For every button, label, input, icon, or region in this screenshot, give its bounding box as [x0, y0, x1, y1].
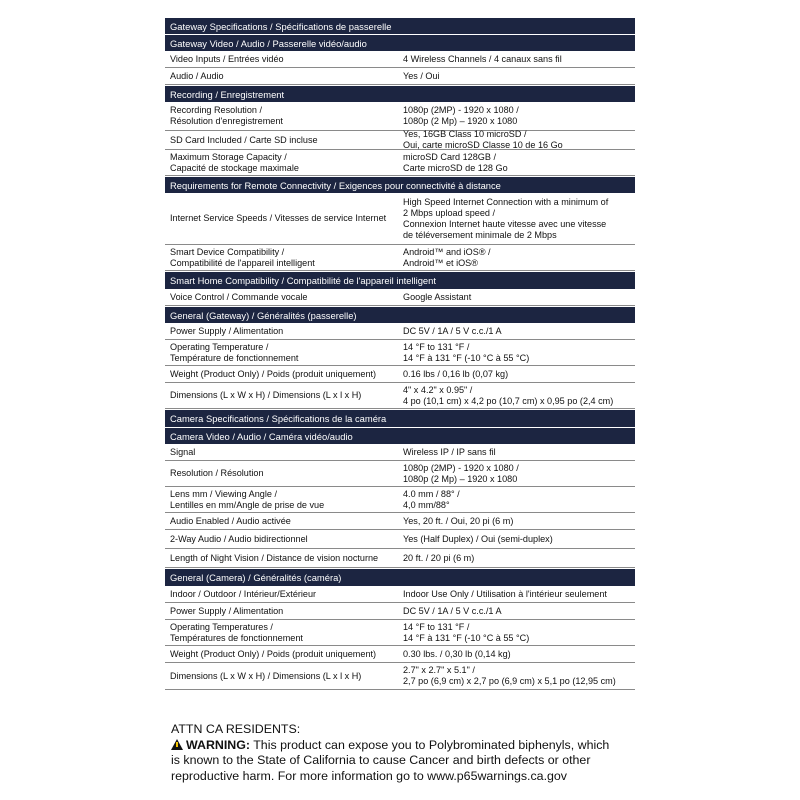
spec-value	[397, 152, 635, 174]
spec-value-line: 4 Wireless Channels / 4 canaux sans fil	[403, 53, 562, 64]
spec-label	[165, 390, 397, 401]
spec-value-line: 14 °F à 131 °F (-10 °C à 55 °C)	[403, 632, 530, 643]
spec-label	[165, 369, 397, 380]
spec-label	[165, 489, 397, 511]
spec-label-line: Dimensions (L x W x H) / Dimensions (L x l x H)	[170, 670, 362, 681]
spec-value-line: 1080p (2 Mp) – 1920 x 1080	[403, 116, 518, 126]
notice-line-3: reproductive harm. For more information go to www.p65warnings.ca.gov	[171, 768, 567, 783]
spec-value	[397, 649, 635, 660]
spec-value	[397, 665, 635, 687]
spec-value-line: 20 ft. / 20 pi (6 m)	[403, 552, 475, 563]
spec-value	[397, 489, 635, 511]
spec-label-line: Signal	[170, 446, 196, 457]
spec-value-line: 1080p (2MP) - 1920 x 1080 /	[403, 462, 519, 473]
spec-label	[165, 516, 397, 527]
spec-value-line: Yes, 20 ft. / Oui, 20 pi (6 m)	[403, 515, 514, 526]
spec-label-line: Power Supply / Alimentation	[170, 605, 284, 616]
warning-triangle-icon	[171, 739, 183, 750]
spec-label	[165, 622, 397, 644]
spec-row	[165, 513, 635, 530]
section-header: Recording / Enregistrement	[165, 85, 635, 102]
spec-label-line: Length of Night Vision / Distance de vision nocturne	[170, 552, 379, 563]
spec-label	[165, 534, 397, 545]
spec-row	[165, 51, 635, 68]
spec-label-line: Weight (Product Only) / Poids (produit uniquement)	[170, 368, 377, 379]
spec-value-line: Wireless IP / IP sans fil	[403, 446, 496, 457]
spec-label	[165, 213, 397, 224]
spec-label-line: Voice Control / Commande vocale	[170, 291, 308, 302]
spec-row	[165, 549, 635, 568]
section-header: General (Gateway) / Généralités (passerelle)	[165, 306, 635, 323]
spec-label	[165, 326, 397, 337]
spec-label-line: Lens mm / Viewing Angle /	[170, 488, 277, 499]
spec-row	[165, 289, 635, 306]
spec-value-line: 2.7" x 2.7" x 5.1" /	[403, 665, 475, 675]
spec-row	[165, 68, 635, 85]
spec-label-line: Power Supply / Alimentation	[170, 325, 284, 336]
ca-warning-notice	[171, 722, 631, 784]
spec-row	[165, 131, 635, 150]
notice-line-1	[171, 738, 631, 754]
spec-label	[165, 606, 397, 617]
spec-value-line: 0.16 lbs / 0,16 lb (0,07 kg)	[403, 368, 509, 379]
spec-row	[165, 663, 635, 690]
spec-label-line: Recording Resolution /	[170, 105, 262, 115]
spec-row	[165, 340, 635, 366]
spec-value-line: 2,7 po (6,9 cm) x 2,7 po (6,9 cm) x 5,1 po (12,95 cm)	[403, 676, 616, 686]
spec-value-line: Google Assistant	[403, 291, 472, 302]
spec-label	[165, 54, 397, 65]
spec-value	[397, 197, 635, 241]
spec-label-line: Resolution / Résolution	[170, 468, 264, 478]
spec-label-line: Maximum Storage Capacity /	[170, 151, 287, 162]
spec-value-line: 14 °F to 131 °F /	[403, 341, 470, 352]
spec-label-line: Compatibilité de l'appareil intelligent	[170, 257, 315, 268]
spec-value	[397, 463, 635, 485]
spec-value-line: 4" x 4.2" x 0.95" /	[403, 384, 473, 395]
spec-row	[165, 245, 635, 271]
section-header: Gateway Video / Audio / Passerelle vidéo/audio	[165, 34, 635, 51]
spec-row	[165, 603, 635, 620]
spec-label-line: 2-Way Audio / Audio bidirectionnel	[170, 533, 308, 544]
spec-row	[165, 150, 635, 176]
spec-row	[165, 383, 635, 409]
spec-value-line: Indoor Use Only / Utilisation à l'intérieur seulement	[403, 588, 607, 599]
spec-label	[165, 152, 397, 174]
spec-label-line: Dimensions (L x W x H) / Dimensions (L x l x H)	[170, 390, 362, 400]
spec-row	[165, 461, 635, 487]
spec-label-line: SD Card Included / Carte SD incluse	[170, 134, 318, 145]
notice-text-1: This product can expose you to Polybrominated biphenyls, which	[253, 737, 610, 752]
spec-value-line: 4,0 mm/88°	[403, 499, 450, 510]
warning-label: WARNING:	[186, 737, 251, 752]
spec-value	[397, 326, 635, 337]
spec-table	[165, 17, 635, 690]
spec-value-line: microSD Card 128GB /	[403, 151, 496, 162]
spec-value	[397, 292, 635, 303]
spec-label-line: Video Inputs / Entrées vidéo	[170, 53, 284, 64]
spec-value-line: Yes, 16GB Class 10 microSD /	[403, 129, 527, 139]
spec-value	[397, 247, 635, 269]
spec-value-line: DC 5V / 1A / 5 V c.c./1 A	[403, 325, 502, 336]
spec-value-line: 2 Mbps upload speed /	[403, 207, 496, 218]
spec-label-line: Operating Temperatures /	[170, 621, 273, 632]
spec-label	[165, 105, 397, 127]
spec-label-line: Operating Temperature /	[170, 341, 269, 352]
spec-row	[165, 102, 635, 131]
spec-row	[165, 530, 635, 549]
spec-label	[165, 468, 397, 479]
spec-label	[165, 342, 397, 364]
spec-label-line: Résolution d'enregistrement	[170, 116, 283, 126]
spec-label-line: Capacité de stockage maximale	[170, 162, 299, 173]
spec-value-line: Android™ and iOS® /	[403, 246, 491, 257]
spec-label-line: Lentilles en mm/Angle de prise de vue	[170, 499, 325, 510]
spec-value	[397, 447, 635, 458]
spec-value-line: 4.0 mm / 88° /	[403, 488, 460, 499]
spec-value	[397, 385, 635, 407]
spec-label	[165, 589, 397, 600]
spec-value-line: 14 °F to 131 °F /	[403, 621, 470, 632]
spec-value-line: Yes (Half Duplex) / Oui (semi-duplex)	[403, 533, 553, 544]
spec-row	[165, 323, 635, 340]
spec-label	[165, 649, 397, 660]
spec-value	[397, 516, 635, 527]
spec-value	[397, 622, 635, 644]
spec-value	[397, 553, 635, 564]
spec-value-line: Connexion Internet haute vitesse avec une vitesse	[403, 218, 607, 229]
spec-value-line: Yes / Oui	[403, 70, 440, 81]
section-header: Camera Video / Audio / Caméra vidéo/audio	[165, 427, 635, 444]
spec-label	[165, 135, 397, 146]
spec-label	[165, 71, 397, 82]
spec-row	[165, 487, 635, 513]
spec-row	[165, 366, 635, 383]
spec-value-line: Carte microSD de 128 Go	[403, 162, 508, 173]
spec-label	[165, 292, 397, 303]
spec-value	[397, 129, 635, 151]
spec-value-line: 1080p (2MP) - 1920 x 1080 /	[403, 105, 519, 115]
spec-row	[165, 193, 635, 245]
section-header: Smart Home Compatibility / Compatibilité de l'appareil intelligent	[165, 271, 635, 289]
spec-label-line: Températures de fonctionnement	[170, 632, 303, 643]
spec-label	[165, 247, 397, 269]
spec-value	[397, 369, 635, 380]
spec-label-line: Indoor / Outdoor / Intérieur/Extérieur	[170, 588, 317, 599]
spec-label	[165, 447, 397, 458]
section-header: Camera Specifications / Spécifications de la caméra	[165, 409, 635, 427]
spec-label	[165, 671, 397, 682]
spec-row	[165, 646, 635, 663]
spec-label-line: Smart Device Compatibility /	[170, 246, 285, 257]
spec-label-line: Audio / Audio	[170, 70, 224, 81]
spec-value	[397, 534, 635, 545]
section-header: General (Camera) / Généralités (caméra)	[165, 568, 635, 586]
spec-value-line: 14 °F à 131 °F (-10 °C à 55 °C)	[403, 352, 530, 363]
spec-value-line: Oui, carte microSD Classe 10 de 16 Go	[403, 140, 563, 150]
section-header: Gateway Specifications / Spécifications de passerelle	[165, 17, 635, 34]
spec-row	[165, 444, 635, 461]
spec-label-line: Internet Service Speeds / Vitesses de service Internet	[170, 213, 387, 223]
spec-value-line: de téléversement minimale de 2 Mbps	[403, 229, 557, 240]
notice-line-2: is known to the State of California to cause Cancer and birth defects or other	[171, 753, 591, 767]
spec-label-line: Weight (Product Only) / Poids (produit uniquement)	[170, 648, 377, 659]
spec-row	[165, 586, 635, 603]
spec-value-line: 0.30 lbs. / 0,30 lb (0,14 kg)	[403, 648, 511, 659]
spec-value-line: 1080p (2 Mp) – 1920 x 1080	[403, 473, 518, 484]
spec-value	[397, 589, 635, 600]
spec-value	[397, 54, 635, 65]
spec-value-line: Android™ et iOS®	[403, 257, 478, 268]
notice-heading: ATTN CA RESIDENTS:	[171, 722, 301, 736]
spec-value	[397, 71, 635, 82]
spec-value	[397, 606, 635, 617]
spec-row	[165, 620, 635, 646]
spec-value-line: High Speed Internet Connection with a minimum of	[403, 196, 609, 207]
section-header: Requirements for Remote Connectivity / Exigences pour connectivité à distance	[165, 176, 635, 193]
spec-value-line: 4 po (10,1 cm) x 4,2 po (10,7 cm) x 0,95 po (2,4 cm)	[403, 395, 614, 406]
spec-label-line: Température de fonctionnement	[170, 352, 299, 363]
spec-label-line: Audio Enabled / Audio activée	[170, 515, 291, 526]
spec-value	[397, 105, 635, 127]
spec-label	[165, 553, 397, 564]
spec-value-line: DC 5V / 1A / 5 V c.c./1 A	[403, 605, 502, 616]
spec-value	[397, 342, 635, 364]
